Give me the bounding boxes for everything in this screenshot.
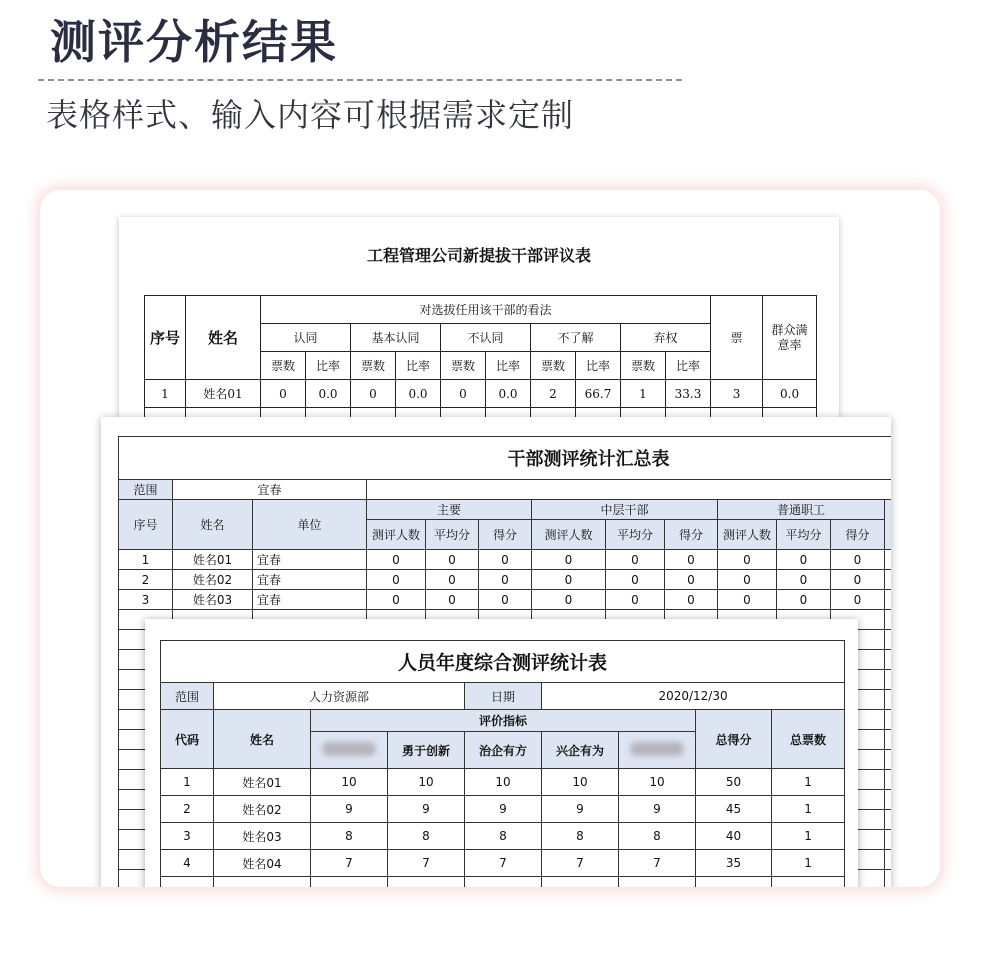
opinion-header: 认同 xyxy=(261,324,351,352)
sub-header: 测评人数 xyxy=(718,520,777,550)
cell-name: 姓名04 xyxy=(214,850,311,877)
annual-evaluation-sheet xyxy=(145,619,858,887)
ratio-subheader: 比率 xyxy=(576,352,621,380)
cell-total: 50 xyxy=(696,769,772,796)
scope-value: 宜春 xyxy=(173,480,367,500)
cell-value: 0 xyxy=(426,550,479,570)
cell-value: 0 xyxy=(831,550,885,570)
cell-value: 0 xyxy=(718,590,777,610)
cell-value: 0 xyxy=(532,590,606,610)
cell-score: 10 xyxy=(542,769,619,796)
cell-votes: 1 xyxy=(772,769,845,796)
table-row xyxy=(161,823,845,850)
sub-header: 得分 xyxy=(479,520,532,550)
cell-value: 0 xyxy=(367,550,426,570)
cell-value: 0 xyxy=(606,590,665,610)
col-votes-header: 票 xyxy=(711,296,763,380)
blurred-indicator-header xyxy=(619,732,696,769)
cell-unit: 宜春 xyxy=(253,570,367,590)
cell-value: 0 xyxy=(441,380,486,408)
sheet-title: 工程管理公司新提拔干部评议表 xyxy=(366,246,591,265)
col-votes-header: 总票数 xyxy=(772,710,845,769)
cell-total: 40 xyxy=(696,823,772,850)
cell-score: 9 xyxy=(311,796,388,823)
cell-value: 66.7 xyxy=(576,380,621,408)
table-row xyxy=(119,550,892,570)
sub-header: 平均分 xyxy=(777,520,831,550)
scope-label: 范围 xyxy=(119,480,173,500)
cell-value: 0 xyxy=(831,570,885,590)
table-row xyxy=(145,380,817,408)
cell-code: 3 xyxy=(161,823,214,850)
cell-value: 0.0 xyxy=(396,380,441,408)
col-total-header: 总得分 xyxy=(696,710,772,769)
cell-value: 0 xyxy=(532,570,606,590)
indicator-group-header: 评价指标 xyxy=(311,710,696,732)
cell-index: 1 xyxy=(145,380,186,408)
cell-score: 8 xyxy=(465,823,542,850)
scope-value: 人力资源部 xyxy=(214,683,465,710)
cell-value: 0 xyxy=(426,590,479,610)
col-index-header: 序号 xyxy=(145,296,186,380)
count-subheader: 票数 xyxy=(351,352,396,380)
cell-code: 1 xyxy=(161,769,214,796)
cell-value: 0 xyxy=(261,380,306,408)
opinion-header: 不了解 xyxy=(531,324,621,352)
cell-value: 0 xyxy=(777,550,831,570)
cell-value: 0 xyxy=(606,570,665,590)
cell-value: 0 xyxy=(426,570,479,590)
cell-score: 8 xyxy=(388,823,465,850)
opinion-group-header: 对选拔任用该干部的看法 xyxy=(261,296,711,324)
col-satisfaction-header: 群众满意率 xyxy=(763,296,817,380)
table-row xyxy=(119,570,892,590)
count-subheader: 票数 xyxy=(621,352,666,380)
cell-name: 姓名02 xyxy=(214,796,311,823)
cell-score: 10 xyxy=(388,769,465,796)
cell-votes: 3 xyxy=(711,380,763,408)
ratio-subheader: 比率 xyxy=(396,352,441,380)
evaluation-table xyxy=(144,295,817,436)
ratio-subheader: 比率 xyxy=(486,352,531,380)
preview-card xyxy=(40,190,940,887)
cell-score: 7 xyxy=(542,850,619,877)
page-subtitle: 表格样式、输入内容可根据需求定制 xyxy=(46,96,575,134)
redacted-label xyxy=(322,742,376,756)
table-row xyxy=(119,590,892,610)
cell-value: 0 xyxy=(479,550,532,570)
sub-header: 测评人数 xyxy=(367,520,426,550)
opinion-header: 不认同 xyxy=(441,324,531,352)
ratio-subheader: 比率 xyxy=(306,352,351,380)
cell-name: 姓名01 xyxy=(214,769,311,796)
cell-total: 35 xyxy=(696,850,772,877)
group-header: 普通职工 xyxy=(718,500,885,520)
cell-value: 2 xyxy=(531,380,576,408)
cell-score: 7 xyxy=(619,850,696,877)
cell-score: 8 xyxy=(311,823,388,850)
cell-value: 0 xyxy=(606,550,665,570)
col-code-header: 代码 xyxy=(161,710,214,769)
scope-label: 范围 xyxy=(161,683,214,710)
ratio-subheader: 比率 xyxy=(666,352,711,380)
cell-value: 0 xyxy=(831,590,885,610)
cell-name: 姓名03 xyxy=(214,823,311,850)
col-name-header: 姓名 xyxy=(186,296,261,380)
count-subheader: 票数 xyxy=(531,352,576,380)
table-row xyxy=(161,850,845,877)
cell-score: 10 xyxy=(311,769,388,796)
cell-value: 1 xyxy=(621,380,666,408)
sub-header: 得分 xyxy=(831,520,885,550)
cell-score: 8 xyxy=(619,823,696,850)
cell-value: 0 xyxy=(367,590,426,610)
annual-evaluation-table xyxy=(160,640,845,887)
cell-value: 0 xyxy=(665,550,718,570)
indicator-header: 治企有方 xyxy=(465,732,542,769)
cell-score: 9 xyxy=(465,796,542,823)
sub-header: 平均分 xyxy=(426,520,479,550)
cell-code: 4 xyxy=(161,850,214,877)
group-header: 中层干部 xyxy=(532,500,718,520)
date-label: 日期 xyxy=(465,683,542,710)
cell-score: 7 xyxy=(311,850,388,877)
cell-value: 0 xyxy=(479,590,532,610)
cell-score: 9 xyxy=(388,796,465,823)
cell-unit: 宜春 xyxy=(253,550,367,570)
cell-value: 0 xyxy=(665,590,718,610)
sub-header: 平均分 xyxy=(606,520,665,550)
col-name-header: 姓名 xyxy=(173,500,253,550)
table-row xyxy=(161,769,845,796)
sheet-title: 干部测评统计汇总表 xyxy=(119,437,892,480)
redacted-label xyxy=(630,742,684,756)
page-title: 测评分析结果 xyxy=(50,15,338,69)
blurred-indicator-header xyxy=(311,732,388,769)
title-divider xyxy=(38,79,682,81)
cell-unit: 宜春 xyxy=(253,590,367,610)
cell-votes: 1 xyxy=(772,823,845,850)
cell-satisfaction: 0.0 xyxy=(763,380,817,408)
cadre-evaluation-sheet xyxy=(119,217,839,447)
cell-votes: 1 xyxy=(772,796,845,823)
cell-index: 3 xyxy=(119,590,173,610)
cell-value: 0 xyxy=(777,590,831,610)
cell-value: 0 xyxy=(777,570,831,590)
cell-value: 0.0 xyxy=(306,380,351,408)
cell-code: 2 xyxy=(161,796,214,823)
cell-value: 0 xyxy=(718,570,777,590)
cell-votes: 1 xyxy=(772,850,845,877)
cell-name: 姓名01 xyxy=(173,550,253,570)
cell-score: 7 xyxy=(388,850,465,877)
cell-value: 33.3 xyxy=(666,380,711,408)
cell-value: 0 xyxy=(532,550,606,570)
cell-name: 姓名01 xyxy=(186,380,261,408)
cell-value: 0 xyxy=(351,380,396,408)
cell-index: 2 xyxy=(119,570,173,590)
col-index-header: 序号 xyxy=(119,500,173,550)
sub-header: 测评人数 xyxy=(532,520,606,550)
indicator-header: 兴企有为 xyxy=(542,732,619,769)
cell-name: 姓名02 xyxy=(173,570,253,590)
cell-score: 8 xyxy=(542,823,619,850)
opinion-header: 基本认同 xyxy=(351,324,441,352)
cell-score: 9 xyxy=(542,796,619,823)
date-value: 2020/12/30 xyxy=(542,683,845,710)
cell-score: 7 xyxy=(465,850,542,877)
indicator-header: 勇于创新 xyxy=(388,732,465,769)
group-header: 主要 xyxy=(367,500,532,520)
cell-score: 9 xyxy=(619,796,696,823)
cell-score: 10 xyxy=(465,769,542,796)
opinion-header: 弃权 xyxy=(621,324,711,352)
cell-score: 10 xyxy=(619,769,696,796)
cell-value: 0 xyxy=(718,550,777,570)
col-unit-header: 单位 xyxy=(253,500,367,550)
count-subheader: 票数 xyxy=(441,352,486,380)
table-row xyxy=(161,796,845,823)
cell-name: 姓名03 xyxy=(173,590,253,610)
col-name-header: 姓名 xyxy=(214,710,311,769)
cell-value: 0 xyxy=(367,570,426,590)
cell-value: 0.0 xyxy=(486,380,531,408)
sheet-title: 人员年度综合测评统计表 xyxy=(161,641,845,683)
cell-value: 0 xyxy=(665,570,718,590)
cell-index: 1 xyxy=(119,550,173,570)
cell-total: 45 xyxy=(696,796,772,823)
cell-value: 0 xyxy=(479,570,532,590)
sub-header: 得分 xyxy=(665,520,718,550)
count-subheader: 票数 xyxy=(261,352,306,380)
